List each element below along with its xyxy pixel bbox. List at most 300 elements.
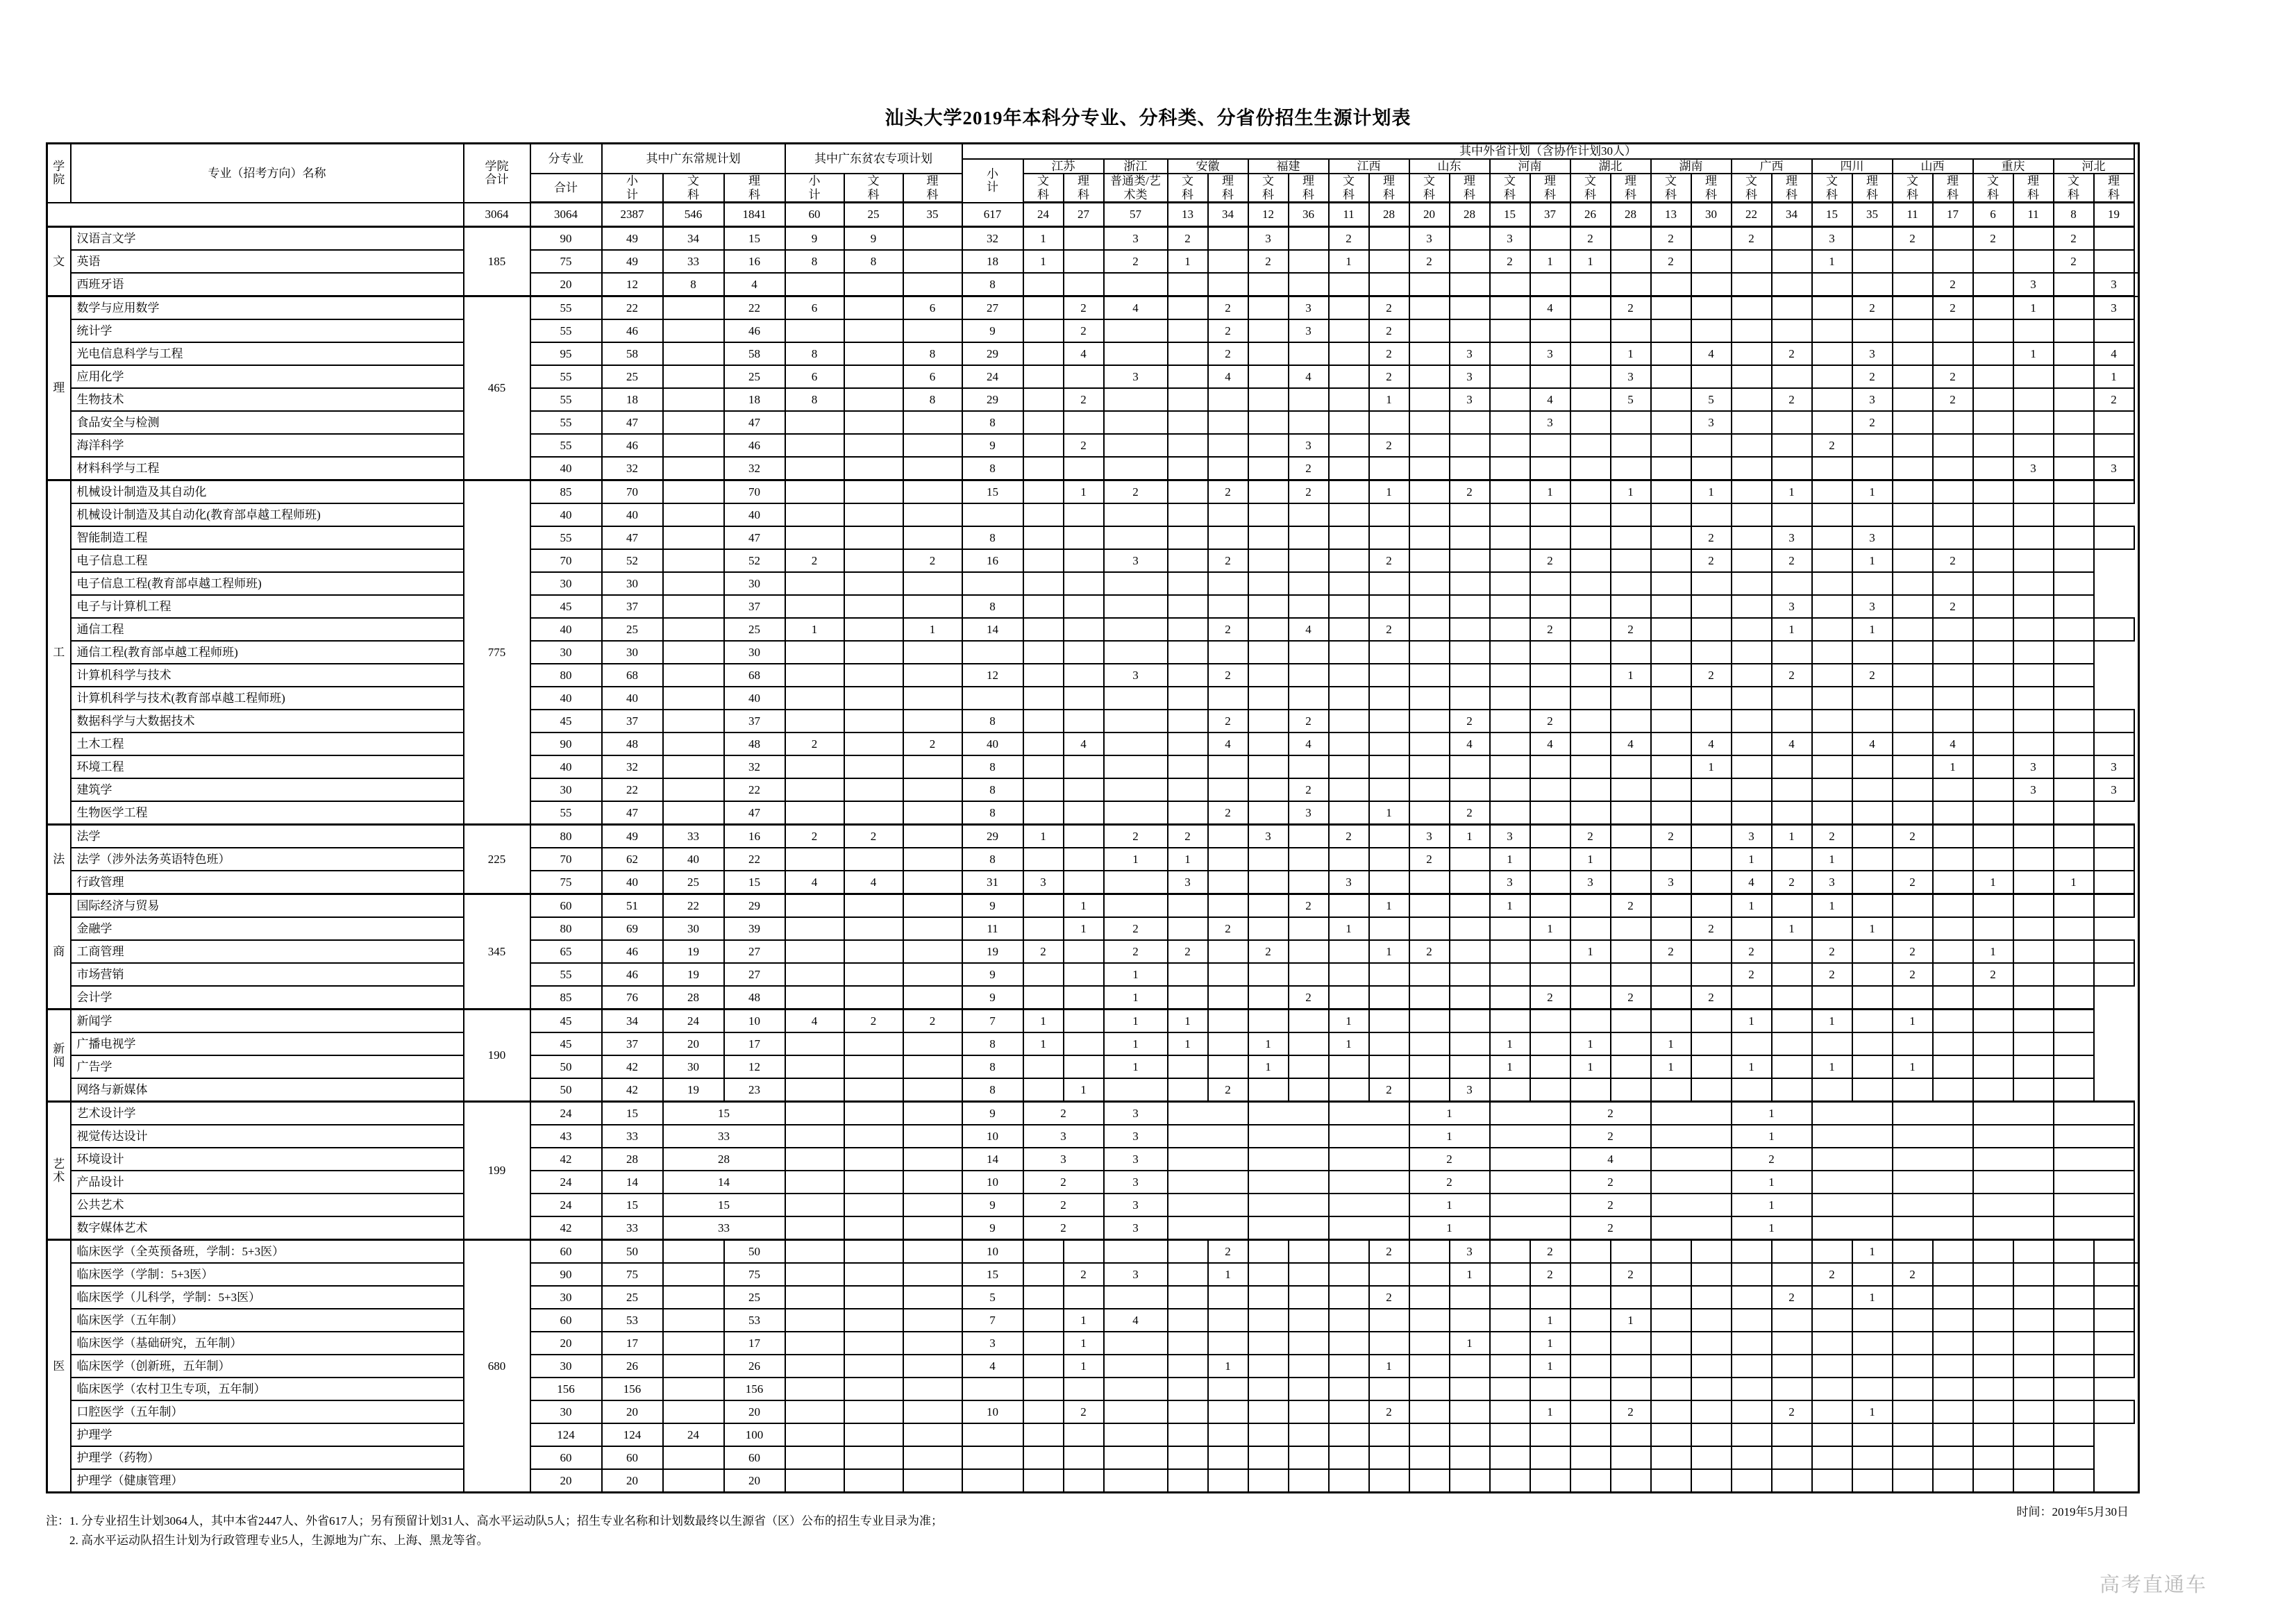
value-cell (1409, 1378, 1450, 1400)
value-cell (1691, 1446, 1732, 1469)
value-cell (1248, 480, 1289, 504)
value-cell (1772, 1263, 1812, 1286)
value-cell (1732, 1309, 1772, 1332)
value-cell (903, 1240, 962, 1264)
value-cell (1369, 411, 1409, 434)
value-cell: 40 (962, 733, 1023, 755)
value-cell (1651, 273, 1691, 296)
value-cell (1691, 618, 1732, 641)
value-cell (1104, 572, 1168, 595)
value-cell (1772, 1423, 1812, 1446)
value-cell (1104, 755, 1168, 778)
value-cell (903, 778, 962, 801)
major-name-cell: 电子信息工程 (71, 549, 464, 572)
value-cell (1490, 963, 1530, 986)
value-cell (1732, 1032, 1772, 1055)
value-cell: 25 (602, 365, 663, 388)
value-cell (1409, 434, 1450, 457)
value-cell (2013, 1355, 2054, 1378)
value-cell (785, 848, 844, 871)
value-cell (1450, 572, 1490, 595)
value-cell (2054, 572, 2094, 595)
value-cell (1570, 1332, 1611, 1355)
value-cell (1651, 388, 1691, 411)
value-cell (1732, 1332, 1772, 1355)
value-cell: 12 (962, 664, 1023, 687)
value-cell (1651, 1423, 1691, 1446)
value-cell: 3 (1772, 526, 1812, 549)
value-cell: 19 (663, 963, 724, 986)
value-cell: 49 (602, 250, 663, 273)
value-cell: 2 (1611, 618, 1651, 641)
value-cell (1933, 1446, 1973, 1469)
value-cell (1329, 342, 1369, 365)
value-cell (1651, 848, 1691, 871)
value-cell: 2 (1732, 940, 1772, 963)
value-cell (903, 710, 962, 733)
value-cell: 53 (602, 1309, 663, 1332)
value-cell (1104, 1423, 1168, 1446)
value-cell: 3 (1530, 342, 1570, 365)
value-cell (663, 801, 724, 825)
value-cell: 2 (1208, 1078, 1248, 1102)
major-name-cell: 生物技术 (71, 388, 464, 411)
value-cell (1168, 618, 1208, 641)
major-name-cell: 护理学（健康管理） (71, 1469, 464, 1493)
value-cell: 10 (962, 1171, 1023, 1194)
value-cell (2013, 1400, 2054, 1423)
value-cell (1691, 503, 1732, 526)
value-cell (1611, 1378, 1651, 1400)
value-cell (1852, 801, 1893, 825)
value-cell (844, 733, 903, 755)
value-cell (663, 342, 724, 365)
merged-province-cell (1248, 1148, 1329, 1171)
value-cell: 5 (1611, 388, 1651, 411)
value-cell (1732, 342, 1772, 365)
value-cell: 2 (1812, 825, 1852, 848)
value-cell (2013, 1078, 2054, 1102)
value-cell (2054, 1355, 2094, 1378)
merged-province-cell (1490, 1216, 1570, 1240)
value-cell (1651, 572, 1691, 595)
value-cell (1248, 755, 1289, 778)
value-cell (2054, 1332, 2094, 1355)
value-cell (1023, 549, 1064, 572)
value-cell: 2 (1691, 526, 1732, 549)
header-province: 浙江 (1104, 159, 1168, 174)
value-cell: 47 (602, 411, 663, 434)
value-cell: 2 (1933, 388, 1973, 411)
value-cell: 28 (663, 986, 724, 1010)
value-cell: 3 (2094, 296, 2134, 320)
value-cell (663, 411, 724, 434)
value-cell: 2 (1023, 940, 1064, 963)
value-cell (1450, 526, 1490, 549)
value-cell: 68 (602, 664, 663, 687)
value-cell (1893, 917, 1933, 940)
value-cell (844, 1240, 903, 1264)
value-cell (1168, 1400, 1208, 1423)
value-cell (1490, 434, 1530, 457)
value-cell: 18 (962, 250, 1023, 273)
value-cell (1812, 1469, 1852, 1493)
value-cell (844, 1263, 903, 1286)
value-cell (1409, 733, 1450, 755)
value-cell (1064, 710, 1104, 733)
value-cell: 37 (724, 710, 785, 733)
value-cell (1329, 940, 1369, 963)
value-cell (1064, 411, 1104, 434)
value-cell (1168, 411, 1208, 434)
value-cell: 40 (602, 871, 663, 894)
value-cell (1064, 1286, 1104, 1309)
value-cell (785, 963, 844, 986)
value-cell (1772, 755, 1812, 778)
value-cell (1490, 411, 1530, 434)
major-name-cell: 金融学 (71, 917, 464, 940)
value-cell (1973, 618, 2013, 641)
value-cell: 2 (1490, 250, 1530, 273)
value-cell: 3 (1329, 871, 1369, 894)
college-cell: 文 (47, 227, 71, 296)
value-cell (1651, 480, 1691, 504)
value-cell: 2 (1852, 664, 1893, 687)
value-cell (1168, 503, 1208, 526)
value-cell: 2 (1064, 319, 1104, 342)
merged-province-cell (1893, 1102, 1973, 1125)
value-cell: 7 (962, 1010, 1023, 1033)
header-out-subtotal: 小计 (962, 159, 1023, 203)
value-cell: 1 (1691, 755, 1732, 778)
value-cell (2094, 1332, 2134, 1355)
value-cell (1530, 434, 1570, 457)
merged-province-cell: 2 (1570, 1125, 1651, 1148)
value-cell (1064, 1446, 1104, 1469)
value-cell (1611, 273, 1651, 296)
value-cell (1104, 1078, 1168, 1102)
value-cell (1490, 986, 1530, 1010)
value-cell: 3 (2013, 457, 2054, 480)
value-cell: 2 (1893, 825, 1933, 848)
value-cell (1409, 1078, 1450, 1102)
value-cell (1409, 342, 1450, 365)
value-cell (903, 1400, 962, 1423)
value-cell (1611, 526, 1651, 549)
value-cell (1369, 871, 1409, 894)
value-cell (1691, 778, 1732, 801)
value-cell (1772, 227, 1812, 251)
value-cell (2054, 825, 2094, 848)
value-cell (1490, 503, 1530, 526)
value-cell: 4 (724, 273, 785, 296)
value-cell: 1 (1064, 894, 1104, 918)
value-cell (1450, 549, 1490, 572)
value-cell (1611, 641, 1651, 664)
value-cell (785, 1148, 844, 1171)
value-cell (1772, 801, 1812, 825)
value-cell (1611, 801, 1651, 825)
value-cell: 156 (530, 1378, 602, 1400)
value-cell (1852, 940, 1893, 963)
value-cell (1611, 1010, 1651, 1033)
notes (46, 1512, 2129, 1550)
merged-province-cell (1248, 1194, 1329, 1216)
value-cell (1409, 1469, 1450, 1493)
value-cell: 124 (530, 1423, 602, 1446)
value-cell (903, 503, 962, 526)
value-cell (1691, 1400, 1732, 1423)
value-cell (1289, 848, 1329, 871)
value-cell (1104, 801, 1168, 825)
value-cell: 4 (1691, 342, 1732, 365)
value-cell: 2 (1852, 296, 1893, 320)
major-row (47, 434, 2139, 457)
value-cell (1289, 595, 1329, 618)
value-cell (1329, 1240, 1369, 1264)
header-arts: 文科 (844, 174, 903, 203)
value-cell (1893, 526, 1933, 549)
value-cell (1651, 710, 1691, 733)
value-cell (1369, 503, 1409, 526)
value-cell (1893, 388, 1933, 411)
value-cell (1248, 1263, 1289, 1286)
value-cell: 40 (530, 457, 602, 480)
value-cell (1064, 871, 1104, 894)
major-name-cell: 临床医学（农村卫生专项，五年制） (71, 1378, 464, 1400)
value-cell (2013, 618, 2054, 641)
value-cell (1973, 986, 2013, 1010)
value-cell (2013, 871, 2054, 894)
value-cell (1409, 526, 1450, 549)
value-cell: 22 (724, 296, 785, 320)
value-cell: 1 (1064, 1332, 1104, 1355)
value-cell (1812, 480, 1852, 504)
value-cell (1691, 1078, 1732, 1102)
totals-value: 19 (2094, 203, 2134, 227)
value-cell (1329, 411, 1369, 434)
major-row (47, 1378, 2139, 1400)
value-cell (1973, 388, 2013, 411)
merged-province-cell: 2 (1023, 1216, 1104, 1240)
value-cell (1409, 664, 1450, 687)
value-cell (1329, 733, 1369, 755)
value-cell (1973, 549, 2013, 572)
value-cell (1023, 457, 1064, 480)
value-cell (903, 1171, 962, 1194)
value-cell: 25 (724, 618, 785, 641)
value-cell (1064, 755, 1104, 778)
value-cell (1570, 778, 1611, 801)
value-cell (1732, 755, 1772, 778)
value-cell (2054, 618, 2094, 641)
value-cell: 52 (602, 549, 663, 572)
value-cell: 2 (1812, 1263, 1852, 1286)
value-cell (1023, 296, 1064, 320)
value-cell (1812, 778, 1852, 801)
value-cell (844, 1309, 903, 1332)
value-cell (663, 526, 724, 549)
value-cell (663, 572, 724, 595)
value-cell (1208, 755, 1248, 778)
merged-province-cell (1651, 1171, 1732, 1194)
totals-value: 11 (2013, 203, 2054, 227)
value-cell: 15 (724, 227, 785, 251)
header-province: 湖南 (1651, 159, 1732, 174)
value-cell (1933, 687, 1973, 710)
major-row (47, 1446, 2139, 1469)
value-cell (2013, 801, 2054, 825)
value-cell (1490, 457, 1530, 480)
value-cell: 1 (1933, 755, 1973, 778)
merged-province-cell: 3 (1104, 1171, 1168, 1194)
value-cell (1933, 664, 1973, 687)
value-cell (785, 755, 844, 778)
value-cell: 2 (1772, 549, 1812, 572)
value-cell (1450, 434, 1490, 457)
value-cell (1852, 1010, 1893, 1033)
value-cell (1289, 388, 1329, 411)
merged-province-cell: 2 (1023, 1194, 1104, 1216)
major-name-cell: 艺术设计学 (71, 1102, 464, 1125)
value-cell (1691, 595, 1732, 618)
value-cell (2013, 733, 2054, 755)
value-cell (844, 572, 903, 595)
value-cell (1168, 986, 1208, 1010)
value-cell: 55 (530, 801, 602, 825)
value-cell (1933, 940, 1973, 963)
major-name-cell: 公共艺术 (71, 1194, 464, 1216)
value-cell (1248, 1378, 1289, 1400)
value-cell (1369, 963, 1409, 986)
value-cell (1852, 894, 1893, 918)
value-cell: 3 (962, 1332, 1023, 1355)
major-name-cell: 机械设计制造及其自动化 (71, 480, 464, 504)
value-cell (1732, 549, 1772, 572)
value-cell (1064, 1055, 1104, 1078)
value-cell (1570, 664, 1611, 687)
value-cell (1450, 1355, 1490, 1378)
value-cell (1208, 1400, 1248, 1423)
value-cell (1611, 710, 1651, 733)
value-cell (1329, 595, 1369, 618)
value-cell (1490, 1309, 1530, 1332)
value-cell (785, 940, 844, 963)
value-cell (903, 641, 962, 664)
value-cell (1530, 227, 1570, 251)
value-cell (1329, 526, 1369, 549)
value-cell (1409, 457, 1450, 480)
value-cell (1064, 526, 1104, 549)
value-cell (1208, 1446, 1248, 1469)
value-cell (844, 1125, 903, 1148)
value-cell: 3 (1852, 388, 1893, 411)
value-cell: 8 (785, 250, 844, 273)
merged-province-cell: 1 (1732, 1125, 1812, 1148)
value-cell (1933, 1400, 1973, 1423)
value-cell: 2 (1611, 986, 1651, 1010)
value-cell: 45 (530, 1010, 602, 1033)
value-cell (1104, 503, 1168, 526)
value-cell (1369, 733, 1409, 755)
value-cell (1570, 755, 1611, 778)
value-cell (1208, 986, 1248, 1010)
value-cell (1651, 1240, 1691, 1264)
value-cell (1611, 411, 1651, 434)
merged-province-cell (1812, 1216, 1893, 1240)
value-cell: 1 (1530, 1355, 1570, 1378)
value-cell (2094, 1309, 2134, 1332)
major-name-cell: 临床医学（基础研究，五年制） (71, 1332, 464, 1355)
totals-value: 15 (1490, 203, 1530, 227)
value-cell (1893, 1469, 1933, 1493)
merged-arts-cell: 33 (663, 1216, 785, 1240)
value-cell (1208, 1055, 1248, 1078)
value-cell: 85 (530, 986, 602, 1010)
value-cell: 2 (1208, 710, 1248, 733)
value-cell (844, 641, 903, 664)
value-cell (1104, 1469, 1168, 1493)
value-cell (1570, 595, 1611, 618)
value-cell (1973, 273, 2013, 296)
value-cell: 4 (1691, 733, 1732, 755)
value-cell: 47 (602, 801, 663, 825)
value-cell (1409, 572, 1450, 595)
value-cell (1812, 687, 1852, 710)
value-cell (1651, 1378, 1691, 1400)
value-cell (1450, 755, 1490, 778)
value-cell: 4 (1064, 733, 1104, 755)
value-cell (1248, 503, 1289, 526)
value-cell (1409, 1240, 1450, 1264)
value-cell (1772, 572, 1812, 595)
merged-province-cell (2054, 1194, 2134, 1216)
value-cell (1852, 319, 1893, 342)
value-cell (1570, 710, 1611, 733)
value-cell: 20 (724, 1400, 785, 1423)
value-cell (1023, 526, 1064, 549)
value-cell (1104, 1446, 1168, 1469)
value-cell: 90 (530, 1263, 602, 1286)
value-cell: 1 (1329, 1032, 1369, 1055)
merged-province-cell (2054, 1102, 2134, 1125)
value-cell (1104, 871, 1168, 894)
value-cell (1064, 825, 1104, 848)
value-cell: 9 (962, 319, 1023, 342)
value-cell (1248, 1400, 1289, 1423)
value-cell (1289, 1286, 1329, 1309)
value-cell (2054, 940, 2094, 963)
value-cell: 4 (1104, 296, 1168, 320)
value-cell (1732, 526, 1772, 549)
value-cell: 30 (530, 1355, 602, 1378)
value-cell (1409, 388, 1450, 411)
note-line-2: 2. 高水平运动队招生计划为行政管理专业5人，生源地为广东、上海、黑龙等省。 (69, 1534, 489, 1548)
value-cell (1064, 1469, 1104, 1493)
value-cell: 2 (1772, 871, 1812, 894)
value-cell (1104, 342, 1168, 365)
value-cell: 40 (724, 503, 785, 526)
value-cell (1409, 595, 1450, 618)
major-name-cell: 汉语言文学 (71, 227, 464, 251)
value-cell (1248, 1423, 1289, 1446)
value-cell (1248, 434, 1289, 457)
value-cell (1490, 733, 1530, 755)
value-cell (1570, 388, 1611, 411)
value-cell (1651, 618, 1691, 641)
value-cell (785, 572, 844, 595)
value-cell (1732, 1078, 1772, 1102)
